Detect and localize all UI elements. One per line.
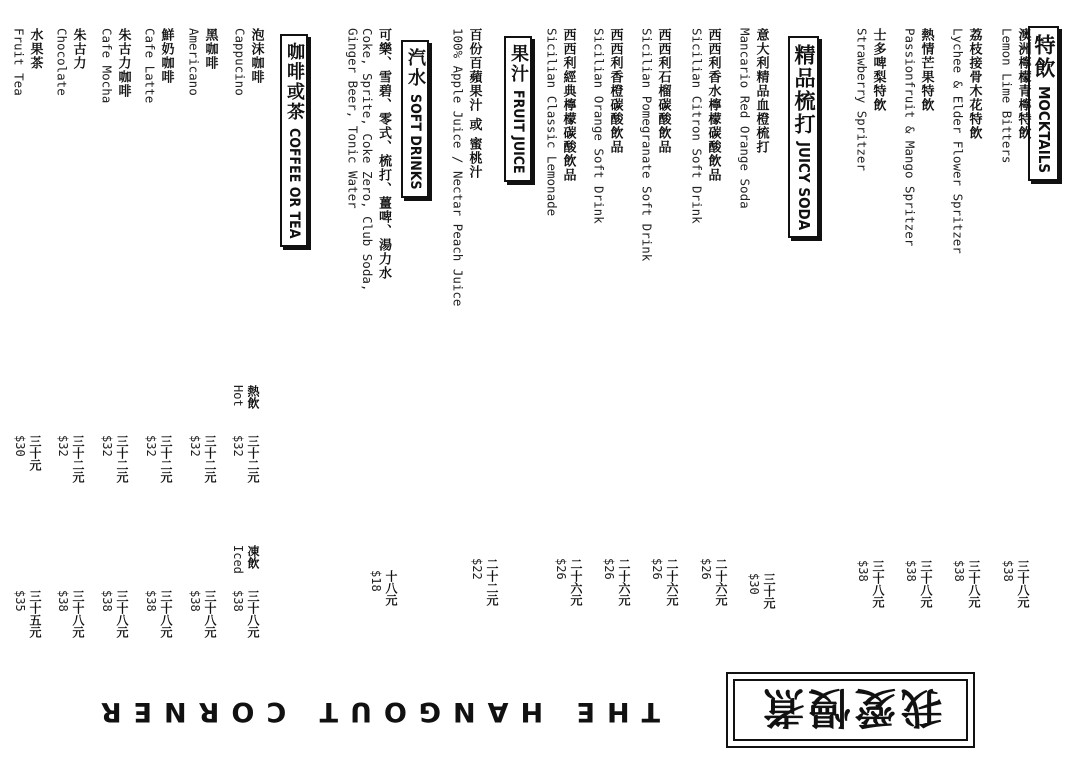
price-value: $38 (904, 560, 918, 582)
price-cn: 三十二元 (71, 435, 85, 483)
price-value: $30 (13, 435, 27, 457)
price (471, 558, 498, 606)
item-name-en: Passionfruit & Mango Spritzer (902, 28, 918, 247)
price (370, 570, 397, 606)
hot-label (232, 385, 259, 409)
item-name-en: Sicilian Classic Lemonade (544, 28, 560, 217)
item-name-en: Strawberry Spritzer (854, 28, 870, 171)
menu-item (545, 28, 575, 216)
item-name-en: Cappucino (232, 28, 248, 96)
price (857, 560, 884, 608)
menu-item (100, 28, 130, 103)
menu-item (346, 28, 390, 291)
section-title-en: SOFT DRINKS (407, 94, 423, 190)
item-name-en: 100% Apple Juice / Nectar Peach Juice (450, 28, 466, 307)
item-name-en: Chocolate (54, 28, 70, 96)
price-cn: 二十六元 (714, 558, 728, 606)
menu-item (855, 28, 885, 171)
price-value: $26 (602, 558, 616, 580)
item-name-en: Cafe Latte (142, 28, 158, 104)
price-value: $32 (188, 435, 202, 457)
menu-item (233, 28, 263, 96)
item-name-en: Sicilian Orange Soft Drink (591, 28, 607, 224)
iced-label-cn: 凍飲 (246, 545, 260, 569)
section-header-fruit-juice (504, 36, 532, 182)
item-name-en: Coke, Sprite, Coke Zero, Club Soda, (360, 28, 375, 292)
section-title-cn: 咖啡或茶 (284, 42, 305, 122)
price-cn: 二十六元 (617, 558, 631, 606)
hot-label-en: Hot (231, 385, 245, 407)
price-cn: 三十八元 (967, 560, 981, 608)
item-name-en: Sicilian Citron Soft Drink (689, 28, 705, 224)
item-name-en: Fruit Tea (11, 28, 27, 96)
menu-item (903, 28, 933, 246)
menu-item (12, 28, 42, 96)
item-name-en: Sicilian Pomegranate Soft Drink (639, 28, 655, 262)
price-value: $30 (747, 573, 761, 595)
price-cn: 二十六元 (569, 558, 583, 606)
price (555, 558, 582, 606)
section-header-soft-drinks (401, 40, 429, 198)
price (1002, 560, 1029, 608)
price-cn: 三十八元 (71, 590, 85, 638)
item-name-cn: 意大利精品血橙梳打 (753, 28, 769, 154)
price-cn: 三十二元 (203, 435, 217, 483)
menu-item (738, 28, 768, 209)
logo-text: 我愛慢煮 (758, 683, 943, 732)
section-title-en: FRUIT JUICE (510, 90, 526, 174)
price-value: $38 (856, 560, 870, 582)
price-hot (232, 435, 259, 483)
price-cn: 二十六元 (665, 558, 679, 606)
price-value: $32 (144, 435, 158, 457)
price-value: $18 (369, 570, 383, 592)
price-cn: 三十二元 (115, 435, 129, 483)
section-title-en: COFFEE OR TEA (286, 128, 302, 239)
item-name-en-line2: Ginger Beer, Tonic Water (345, 28, 361, 209)
item-name-en: Americano (186, 28, 202, 96)
price (603, 558, 630, 606)
menu-item (690, 28, 720, 224)
brand-name: THE HANGOUT CORNER (88, 696, 660, 728)
section-title-cn: 果汁 (508, 44, 529, 84)
menu-item (640, 28, 670, 261)
price-value: $35 (13, 590, 27, 612)
item-name-cn: 士多啤梨特飲 (870, 28, 886, 112)
item-name-cn: 熱情芒果特飲 (918, 28, 934, 112)
price-value: $26 (554, 558, 568, 580)
section-header-mocktails (1028, 26, 1059, 181)
section-header-coffee-tea (280, 34, 308, 247)
price-iced (14, 590, 41, 638)
price-value: $26 (650, 558, 664, 580)
iced-label-en: Iced (231, 545, 245, 574)
item-name-en: Mancario Red Orange Soda (737, 28, 753, 209)
hot-label-cn: 熱飲 (246, 385, 260, 409)
price-cn: 三十元 (762, 573, 776, 609)
section-title-cn: 汽水 (405, 48, 426, 88)
price (905, 560, 932, 608)
section-title-cn: 特飲 (1032, 34, 1056, 80)
price-value: $38 (952, 560, 966, 582)
price-value: $38 (1001, 560, 1015, 582)
item-name-cn: 泡沫咖啡 (248, 28, 264, 84)
item-name-cn: 水果茶 (27, 28, 43, 70)
item-name-cn: 荔枝接骨木花特飲 (966, 28, 982, 140)
item-name-cn: 鮮奶咖啡 (158, 28, 174, 84)
price-cn: 三十八元 (871, 560, 885, 608)
menu-item (187, 28, 217, 96)
item-name-en: Cafe Mocha (99, 28, 115, 104)
price-hot (145, 435, 172, 483)
section-title-cn: 精品梳打 (792, 44, 816, 136)
item-name-cn: 可樂、雪碧、零式、梳打、薑啤、湯力水 (376, 28, 391, 280)
section-title-en: MOCKTAILS (1035, 86, 1053, 174)
price-cn: 三十二元 (246, 435, 260, 483)
menu-item (451, 28, 481, 306)
price-hot (57, 435, 84, 483)
item-name-en: Lemon Lime Bitters (999, 28, 1015, 164)
price-iced (232, 590, 259, 638)
price-value: $38 (100, 590, 114, 612)
menu-item (1000, 28, 1030, 163)
item-name-cn: 澳洲檸檬青檸特飲 (1015, 28, 1031, 140)
price-value: $22 (470, 558, 484, 580)
price-iced (145, 590, 172, 638)
price-hot (189, 435, 216, 483)
logo (726, 672, 975, 748)
price-value: $38 (56, 590, 70, 612)
item-name-cn: 朱古力 (70, 28, 86, 70)
price-value: $32 (56, 435, 70, 457)
price (651, 558, 678, 606)
item-name-cn: 百份百蘋果汁 或 蜜桃汁 (466, 28, 482, 180)
menu-item (143, 28, 173, 103)
item-name-cn: 黑咖啡 (202, 28, 218, 70)
item-name-en: Lychee & Elder Flower Spritzer (950, 28, 966, 254)
section-header-juicy-soda (788, 36, 819, 238)
price-cn: 三十二元 (159, 435, 173, 483)
price-value: $38 (188, 590, 202, 612)
price (700, 558, 727, 606)
item-name-cn: 西西利石榴碳酸飲品 (655, 28, 671, 154)
price (748, 573, 775, 609)
price-value: $38 (231, 590, 245, 612)
price-cn: 三十八元 (115, 590, 129, 638)
price-cn: 三十八元 (246, 590, 260, 638)
iced-label (232, 545, 259, 574)
price-hot (14, 435, 41, 471)
price-cn: 三十五元 (28, 590, 42, 638)
price-value: $26 (699, 558, 713, 580)
item-name-cn: 朱古力咖啡 (115, 28, 131, 98)
item-name-cn: 西西利經典檸檬碳酸飲品 (560, 28, 576, 182)
section-title-en: JUICY SODA (795, 142, 813, 231)
price-cn: 十八元 (384, 570, 398, 606)
item-name-cn: 西西利香橙碳酸飲品 (607, 28, 623, 154)
price-value: $38 (144, 590, 158, 612)
price-value: $32 (231, 435, 245, 457)
price-hot (101, 435, 128, 483)
price-cn: 三十元 (28, 435, 42, 471)
price-iced (101, 590, 128, 638)
menu-item (55, 28, 85, 96)
menu-item (951, 28, 981, 254)
price-value: $32 (100, 435, 114, 457)
price (953, 560, 980, 608)
price-cn: 三十八元 (203, 590, 217, 638)
menu-item (592, 28, 622, 224)
price-cn: 三十八元 (1016, 560, 1030, 608)
price-cn: 三十八元 (919, 560, 933, 608)
price-iced (57, 590, 84, 638)
price-cn: 三十八元 (159, 590, 173, 638)
item-name-cn: 西西利香水檸檬碳酸飲品 (705, 28, 721, 182)
price-cn: 二十二元 (485, 558, 499, 606)
price-iced (189, 590, 216, 638)
